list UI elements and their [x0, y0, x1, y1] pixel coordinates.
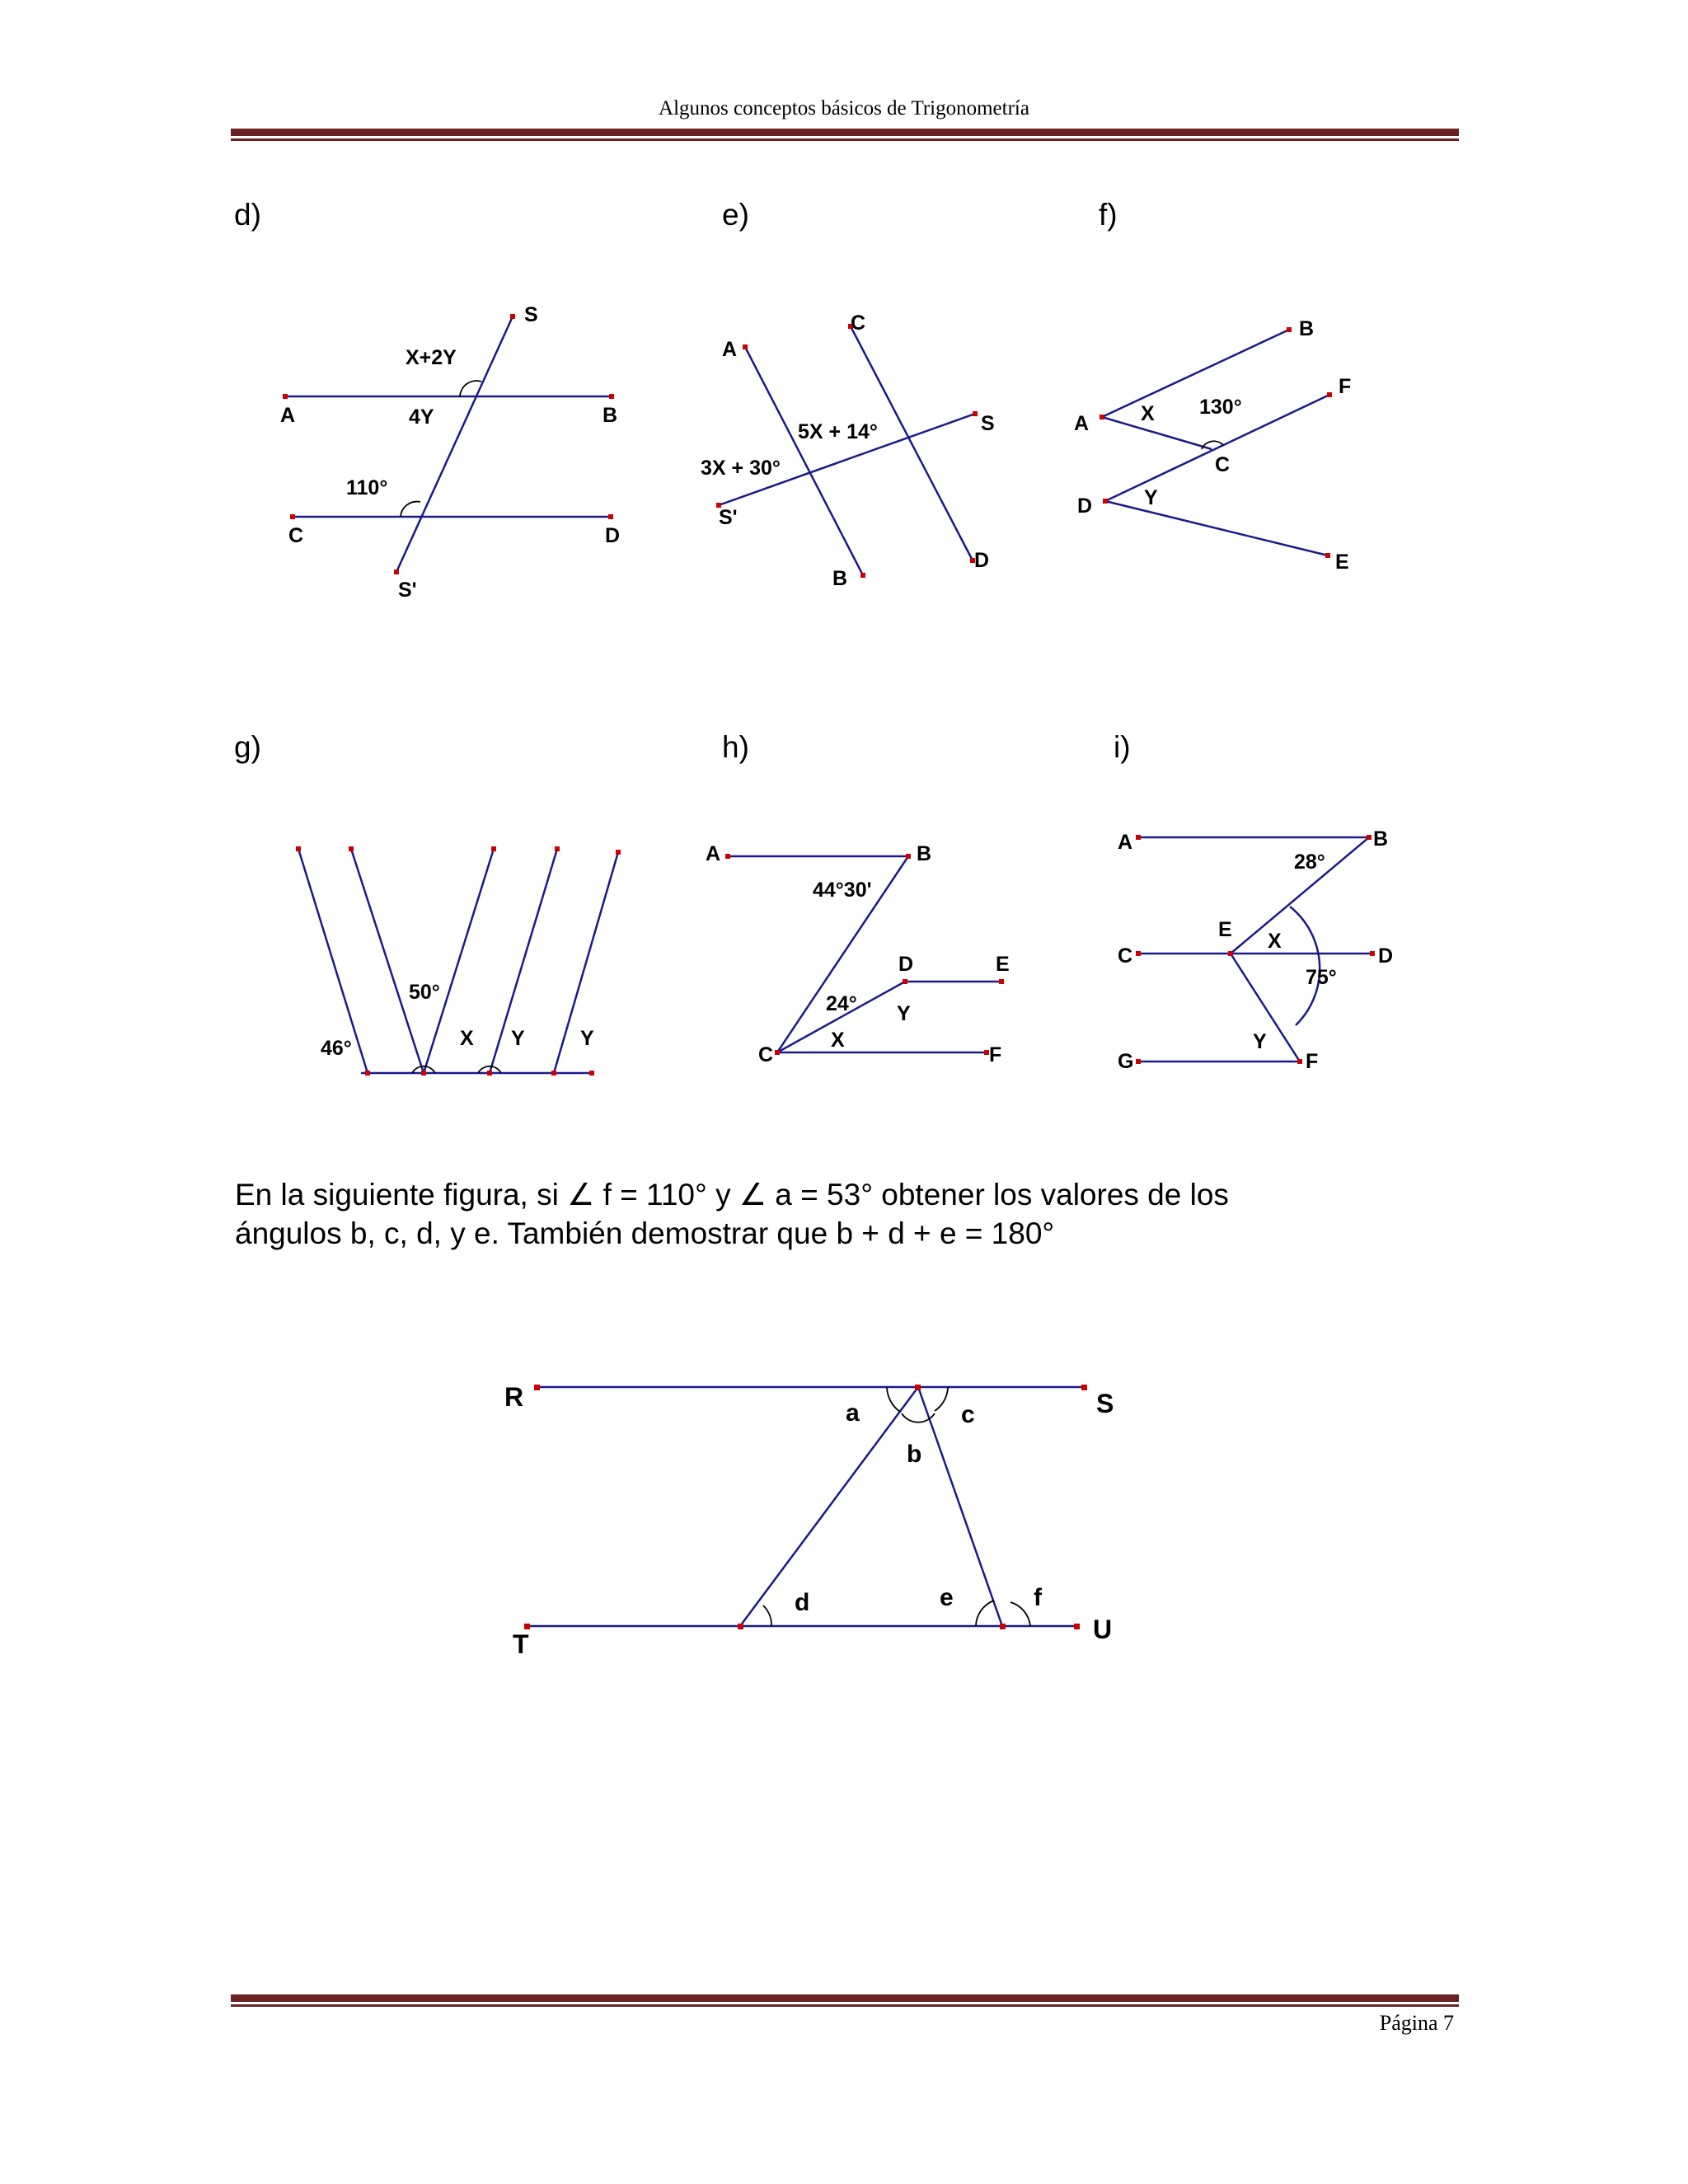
fig-h-angle-4430: 44°30'	[813, 879, 872, 902]
fig-i-label-d: D	[1378, 944, 1394, 968]
fig-i-label-a: A	[1118, 831, 1133, 854]
fig-i-label-g: G	[1118, 1050, 1134, 1073]
fig-g-ray-2	[351, 849, 424, 1073]
point	[906, 854, 911, 859]
fig-h-label-d: D	[898, 953, 914, 976]
fig-g-angle-x: X	[460, 1027, 474, 1050]
exercise-label-i: i)	[1114, 730, 1131, 764]
footer-rule	[231, 1994, 1459, 2002]
point	[608, 514, 613, 519]
fig-i-angle-75: 75°	[1306, 966, 1337, 989]
fig-h-label-c: C	[758, 1043, 774, 1066]
fig-f-angle-y: Y	[1144, 486, 1158, 509]
fig-g-ray-3	[424, 849, 494, 1073]
fig-h-label-a: A	[706, 842, 721, 865]
fig-f-line-ab	[1102, 330, 1289, 417]
fig-f-line-de	[1105, 501, 1328, 555]
main-angle-mark-a	[887, 1387, 900, 1412]
point	[524, 1624, 530, 1629]
fig-e-label-d: D	[974, 549, 990, 572]
fig-d-angle-x2y: X+2Y	[406, 346, 457, 369]
point	[725, 854, 730, 859]
exercise-label-h: h)	[722, 730, 749, 764]
fig-d-label-b: B	[603, 404, 618, 427]
fig-i-angle-28: 28°	[1294, 851, 1325, 874]
main-angle-b: b	[907, 1441, 922, 1468]
point	[1000, 1624, 1006, 1629]
main-angle-mark-f	[1010, 1602, 1030, 1626]
main-angle-mark-d	[763, 1605, 771, 1626]
fig-i-label-f: F	[1306, 1050, 1319, 1073]
fig-e-angle-3x30: 3X + 30°	[701, 457, 781, 480]
fig-h-angle-24: 24°	[826, 992, 857, 1015]
main-line-right	[918, 1387, 1002, 1626]
exercise-label-f: f)	[1099, 198, 1118, 232]
fig-g-angle-50: 50°	[409, 981, 440, 1004]
point	[1297, 1059, 1302, 1064]
fig-d-angle-mark-2	[401, 502, 420, 517]
point	[491, 846, 496, 851]
fig-h-angle-x: X	[831, 1029, 845, 1052]
point	[738, 1624, 743, 1629]
point	[1136, 1059, 1141, 1064]
point	[296, 846, 301, 851]
main-angle-c: c	[961, 1401, 975, 1428]
point	[973, 411, 978, 416]
main-label-s: S	[1096, 1389, 1114, 1418]
point	[551, 1071, 556, 1076]
fig-i-label-c: C	[1118, 944, 1133, 968]
point	[1367, 835, 1372, 840]
exercise-label-e: e)	[722, 198, 749, 232]
fig-e-label-b: B	[832, 567, 848, 590]
fig-h-label-b: B	[917, 842, 932, 865]
fig-e-label-a: A	[722, 338, 738, 361]
point	[487, 1071, 492, 1076]
fig-d-label-d: D	[605, 524, 621, 547]
point	[555, 846, 560, 851]
point	[421, 1071, 426, 1076]
fig-i-label-e: E	[1218, 918, 1232, 941]
fig-e-label-c: C	[851, 312, 866, 335]
point	[1103, 499, 1108, 504]
point	[1325, 553, 1330, 558]
fig-f-label-b: B	[1299, 317, 1315, 340]
point	[1287, 327, 1292, 332]
fig-g-angle-y-2: Y	[580, 1027, 594, 1050]
fig-h-label-e: E	[996, 953, 1010, 976]
fig-e-label-s-prime: S'	[719, 506, 738, 529]
fig-h-angle-y: Y	[897, 1002, 911, 1025]
main-label-t: T	[513, 1629, 529, 1659]
fig-d-angle-4y: 4Y	[409, 405, 434, 429]
fig-e-angle-5x14: 5X + 14°	[798, 420, 878, 443]
point	[999, 979, 1004, 984]
fig-f-line-ac	[1102, 417, 1212, 449]
fig-f-label-c: C	[1215, 453, 1231, 476]
main-angle-d: d	[795, 1589, 810, 1616]
main-angle-e: e	[940, 1584, 954, 1611]
page-number: Página 7	[1379, 2011, 1454, 2035]
point	[1100, 415, 1104, 419]
point	[616, 850, 621, 855]
main-line-left	[740, 1387, 918, 1626]
point	[1136, 951, 1141, 956]
point	[1081, 1385, 1087, 1390]
point	[283, 394, 288, 399]
fig-d-label-s-prime: S'	[398, 579, 417, 602]
point	[1228, 951, 1233, 956]
point	[860, 573, 865, 578]
problem-line-1: En la siguiente figura, si ∠ f = 110° y ∠ a = 53° obtener los valores de los	[235, 1178, 1229, 1212]
point	[290, 514, 295, 519]
fig-e-label-s: S	[981, 412, 995, 435]
point	[534, 1385, 540, 1390]
main-label-u: U	[1093, 1615, 1113, 1644]
fig-d-label-c: C	[288, 524, 304, 547]
fig-f-angle-130: 130°	[1199, 396, 1242, 419]
fig-i-label-b: B	[1373, 827, 1389, 851]
problem-line-2: ángulos b, c, d, y e. También demostrar que b + d + e = 180°	[235, 1216, 1055, 1250]
fig-i-angle-y: Y	[1253, 1030, 1267, 1053]
fig-f-label-e: E	[1335, 551, 1349, 574]
point	[743, 344, 748, 349]
point	[365, 1071, 370, 1076]
point	[349, 846, 354, 851]
main-angle-f: f	[1034, 1584, 1042, 1611]
fig-e-line-cd	[851, 326, 973, 560]
fig-d-label-s: S	[524, 303, 538, 326]
exercise-label-g: g)	[234, 730, 261, 764]
point	[1370, 951, 1375, 956]
fig-g-angle-46: 46°	[321, 1037, 352, 1060]
main-angle-a: a	[846, 1399, 860, 1427]
fig-h-label-f: F	[989, 1043, 1002, 1066]
fig-f-label-f: F	[1339, 375, 1352, 398]
point	[1327, 392, 1332, 397]
fig-f-label-a: A	[1074, 412, 1090, 435]
fig-i-angle-x: X	[1268, 930, 1282, 953]
footer-rule-thin	[231, 2004, 1459, 2007]
main-label-r: R	[504, 1382, 524, 1412]
point	[510, 314, 515, 319]
main-angle-mark-c	[935, 1387, 948, 1411]
fig-d-angle-110: 110°	[346, 476, 388, 499]
point	[609, 394, 614, 399]
point	[394, 569, 399, 574]
point	[775, 1050, 780, 1055]
fig-g-angle-y-1: Y	[511, 1027, 525, 1050]
fig-f-label-d: D	[1077, 494, 1093, 518]
point	[915, 1385, 921, 1390]
point	[1074, 1624, 1080, 1629]
point	[589, 1071, 594, 1076]
problem-statement	[235, 1175, 1453, 1253]
main-angle-mark-e	[976, 1601, 994, 1626]
fig-d-label-a: A	[280, 404, 296, 427]
point	[1136, 835, 1141, 840]
fig-f-angle-x: X	[1141, 402, 1155, 425]
exercise-label-d: d)	[234, 198, 261, 232]
point	[903, 979, 907, 984]
page-header-title: Algunos conceptos básicos de Trigonometría	[659, 97, 1029, 120]
